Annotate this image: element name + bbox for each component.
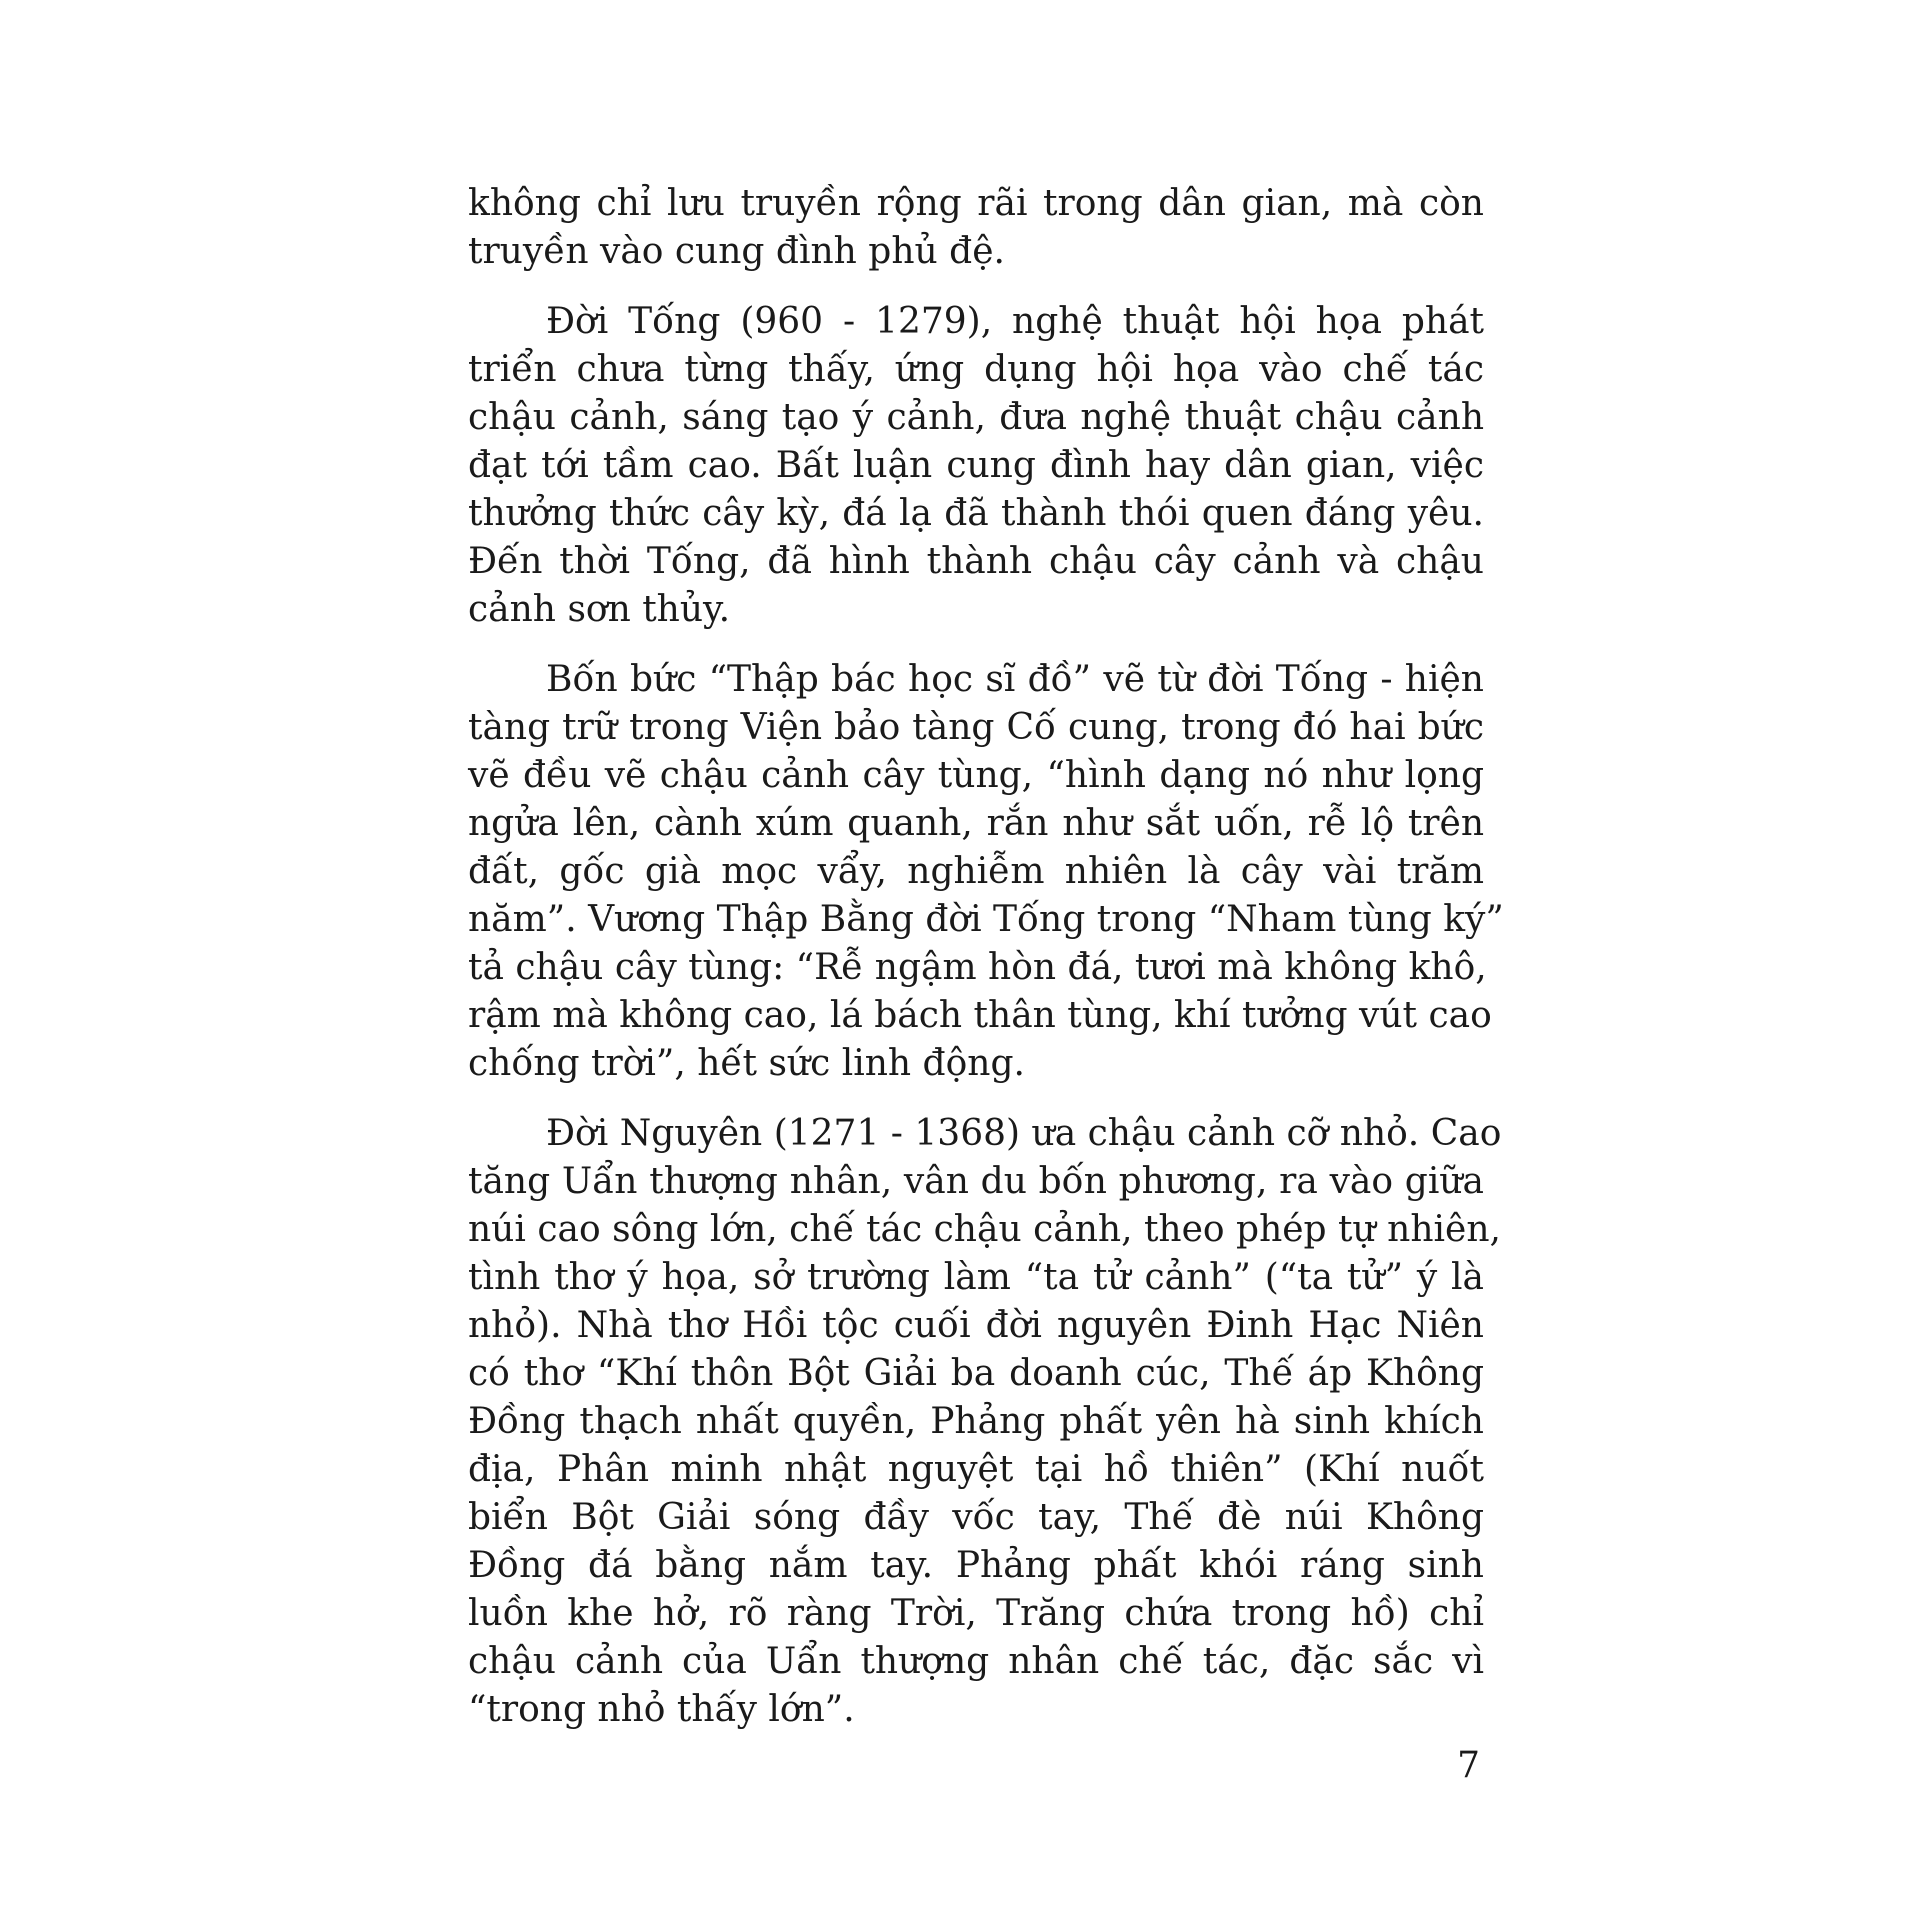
text-line: luồn khe hở, rõ ràng Trời, Trăng chứa trong hồ) chỉ [468, 1593, 1484, 1634]
text-line: không chỉ lưu truyền rộng rãi trong dân gian, mà còn [468, 183, 1484, 224]
text-line: Đồng đá bằng nắm tay. Phảng phất khói ráng sinh [468, 1545, 1484, 1586]
text-line: năm”. Vương Thập Bằng đời Tống trong “Nham tùng ký” [468, 899, 1504, 940]
text-line: Đời Tống (960 - 1279), nghệ thuật hội họa phát [546, 301, 1484, 342]
text-line: ngửa lên, cành xúm quanh, rắn như sắt uốn, rễ lộ trên [468, 803, 1484, 844]
text-line: đạt tới tầm cao. Bất luận cung đình hay dân gian, việc [468, 445, 1484, 486]
paragraph [468, 1110, 1502, 1734]
text-line: tàng trữ trong Viện bảo tàng Cố cung, trong đó hai bức [468, 707, 1484, 748]
paragraph [468, 180, 1484, 276]
text-line: triển chưa từng thấy, ứng dụng hội họa vào chế tác [468, 349, 1484, 390]
text-line: nhỏ). Nhà thơ Hồi tộc cuối đời nguyên Đinh Hạc Niên [468, 1305, 1484, 1346]
text-line: chống trời”, hết sức linh động. [468, 1043, 1025, 1084]
text-line: thưởng thức cây kỳ, đá lạ đã thành thói quen đáng yêu. [468, 493, 1484, 534]
text-line: chậu cảnh của Uẩn thượng nhân chế tác, đặc sắc vì [468, 1641, 1484, 1682]
text-line: chậu cảnh, sáng tạo ý cảnh, đưa nghệ thuật chậu cảnh [468, 397, 1484, 438]
paragraph [468, 656, 1504, 1088]
text-line: đất, gốc già mọc vẩy, nghiễm nhiên là cây vài trăm [468, 851, 1484, 892]
text-line: Đời Nguyên (1271 - 1368) ưa chậu cảnh cỡ nhỏ. Cao [546, 1113, 1502, 1154]
text-line: tăng Uẩn thượng nhân, vân du bốn phương, ra vào giữa [468, 1161, 1484, 1202]
text-line: rậm mà không cao, lá bách thân tùng, khí tưởng vút cao [468, 995, 1492, 1036]
text-line: địa, Phân minh nhật nguyệt tại hồ thiên” (Khí nuốt [468, 1449, 1484, 1490]
text-line: “trong nhỏ thấy lớn”. [468, 1689, 855, 1730]
text-line: Bốn bức “Thập bác học sĩ đồ” vẽ từ đời Tống - hiện [546, 659, 1484, 700]
text-line: Đến thời Tống, đã hình thành chậu cây cảnh và chậu [468, 541, 1484, 582]
paragraph [468, 298, 1484, 634]
text-line: biển Bột Giải sóng đầy vốc tay, Thế đè núi Không [468, 1497, 1484, 1538]
text-line: tình thơ ý họa, sở trường làm “ta tử cảnh” (“ta tử” ý là [468, 1257, 1484, 1298]
body-text [468, 180, 1504, 1734]
text-line: Đồng thạch nhất quyền, Phảng phất yên hà sinh khích [468, 1401, 1484, 1442]
page-number: 7 [1457, 1745, 1480, 1786]
text-line: tả chậu cây tùng: “Rễ ngậm hòn đá, tươi mà không khô, [468, 947, 1487, 988]
text-line: núi cao sông lớn, chế tác chậu cảnh, theo phép tự nhiên, [468, 1209, 1501, 1250]
text-line: cảnh sơn thủy. [468, 589, 731, 630]
text-line: có thơ “Khí thôn Bột Giải ba doanh cúc, Thế áp Không [468, 1353, 1484, 1394]
text-line: vẽ đều vẽ chậu cảnh cây tùng, “hình dạng nó như lọng [468, 755, 1484, 796]
text-line: truyền vào cung đình phủ đệ. [468, 231, 1005, 272]
